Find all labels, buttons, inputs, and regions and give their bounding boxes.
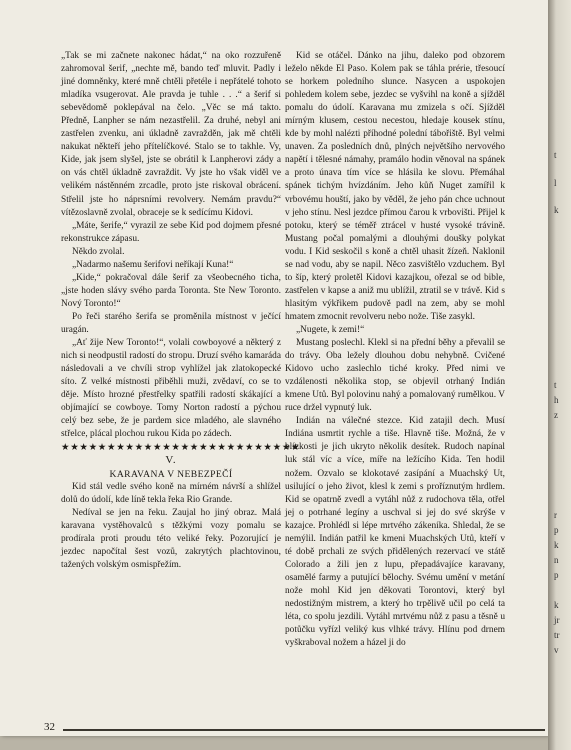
paragraph: „Nugete, k zemi!“	[296, 324, 365, 335]
edge-letter: t	[554, 150, 557, 160]
edge-letter: k	[554, 540, 559, 550]
next-page-edge	[548, 0, 571, 750]
left-text-column	[61, 50, 301, 572]
paragraph: „Nadarmo našemu šerifovi neříkají Kuna!“	[72, 259, 234, 270]
paragraph: „Kide,“ pokračoval dále šerif za všeobecného ticha, „jste hoden slávy svého parda Toronta. Ste New Toronto. Nový Toronto!“	[61, 272, 281, 309]
edge-letter: t	[554, 380, 557, 390]
chapter-number: V.	[165, 454, 177, 467]
chapter-title: KARAVANA V NEBEZPEČÍ	[109, 468, 233, 480]
edge-letter: p	[554, 525, 559, 535]
edge-letter: jr	[554, 615, 560, 625]
bottom-rule	[63, 729, 545, 731]
right-text-column	[285, 50, 505, 650]
paragraph: „Tak se mi začnete nakonec hádat,“ na oko rozzuřeně zahromoval šerif, „nechte mě, bando teď mluvit. Padly i jiné domněnky, které mně chtěli přetéle i nepřátelé tohoto mladíka vsugerovat. Ale pravda je tuhle . . .“ a šerif si sebevědomě poklepával na čelo. „Věc se má takto. Předně, Lanpher se nám nezastřelil. Za druhé, nebyl ani zastřelen zvenku, ani úkladně zavražděn, jak mě chtěli nakukat někteří jeho přítelíčkové. Stalo se to takhle. Vy, Kide, jak jsem slyšel, jste se obrátil k Lanpherovi zády a on vás chtěl úkladně zavraždit. Vy jste ho však viděl ve velikém nástěnném zrcadle, proto jste riskoval obrácení. Střelil jste ho náprsními revolvery. Nemám pravdu?“ vítězoslavně zvolal, obraceje se k sedícímu Kidovi.	[61, 51, 281, 218]
paragraph: Mustang poslechl. Klekl si na přední běhy a převalil se do trávy. Oba ležely dlouhou dobu nehybně. Cvičené Kidovo ucho zaslechlo tiché kroky. Před nimi ve vzdálenosti několika stop, se objevil otrhaný Indián kmene Utů. Byl polovinu nahý a pomalovaný rumělkou. V ruce držel vypnutý luk.	[285, 338, 505, 414]
paragraph: Kid stál vedle svého koně na mírném návrší a shlížel dolů do údolí, kde líně tekla řeka Rio Grande.	[61, 481, 281, 505]
edge-letter: p	[554, 570, 559, 580]
edge-letter: h	[554, 395, 559, 405]
page-number: 32	[44, 721, 55, 733]
edge-letter: l	[554, 178, 557, 188]
edge-letter: n	[554, 555, 559, 565]
paragraph: Někdo zvolal.	[72, 246, 125, 257]
edge-letter: k	[554, 205, 559, 215]
star-separator: ★★★★★★★★★★★★★★★★★★★★★★★★★★	[61, 442, 301, 454]
edge-letter: z	[554, 410, 558, 420]
paragraph: „Ať žije New Toronto!“, volali cowboyové a některý z nich si neodpustil radostí do stropu. Druzí svého kamaráda následovali a ve chvíli strop vyhlížel jak zlatokopecké síto. Z velké místnosti přiběhli muži, zvědaví, co se to děje. Místo hrozné přestřelky spatřili radostí skákající a objímající se cowboye. Tomy Norton radostí a pýchou celý bez sebe, že je pardem sice mladého, ale slavného střelce, plácal plochou rukou Kida po zádech.	[61, 338, 281, 440]
edge-letter: tr	[554, 630, 560, 640]
edge-letter: k	[554, 600, 559, 610]
edge-letter: r	[554, 510, 557, 520]
paragraph: Po řeči starého šerifa se proměnila místnost v ječící uragán.	[61, 311, 281, 335]
paragraph: Kid se otáčel. Dánko na jihu, daleko pod obzorem leželo někde El Paso. Kolem pak se táhla prérie, třesoucí se horkem poledního slunce. Nasycen a uspokojen pohledem kolem sebe, jezdec se vyšvihl na koně a sjížděl pomalu do údolí. Karavana mu zmizela s očí. Sjížděl mírným klusem, cestou necestou, hledaje kousek stínu, kde by mohl nalézti příhodné polední tábořiště. Byl velmi unaven. Za posledních dnů, plných největšího nervového napětí i tělesné námahy, pramálo hodin věnoval na spánek a proto únava tím více se hlásila ke slovu. Přemáhal spánek tichým hvízdáním. Jeho kůň Nuget zamířil k vrbovému houští, jako by věděl, že jeho pán chce uchnout v jeho stínu. Nesl jezdce přímou čarou k vrbovišti. Přijel k potoku, který se téměř ztrácel v husté vysoké trávině. Mustang počal pomalými a dlouhými doušky polykat vodu. I Kid seskočil s koně a chtěl uhasit žízeň. Naklonil se nad vodu, aby se napil. Něco zasvištělo vzduchem. Byl to šíp, který proletěl Kidovi kazajkou, ořezal se od bible, zastřelen v kapse a aniž mu ublížil, ztratil se v trávě. Kid s hlasitým výkřikem pudově padl na zem, aby se mohl hmatem zmocnit revolveru nebo nože. Tiše zasykl.	[285, 51, 505, 322]
paragraph: Nedíval se jen na řeku. Zaujal ho jiný obraz. Malá karavana vystěhovalců s těžkými vozy pomalu se prodírala proti proudu této veliké řeky. Pozorující je jezdec napočítal šest vozů, zakrytých plachtovinou, tažených volským osmispřežím.	[61, 507, 281, 570]
paragraph: „Máte, šerife,“ vyrazil ze sebe Kid pod dojmem přesné rekonstrukce zápasu.	[61, 220, 281, 244]
paragraph: Indián na válečné stezce. Kid zatajil dech. Musí Indiána usmrtit rychle a tiše. Hlavně tiše. Možná, že v blízkosti je jich ukryto několik desítek. Rudoch napínal luk stál víc a více, míře na ležícího Kida. Ten hodil nožem. Ozvalo se klokotavé zasípání a Muachský Ut, usilující o jeho život, klesl k zemi s proříznutým hrdlem. Kid se opatrně zvedl a vytáhl nůž z rudochova těla, otřel jej o potrhané legíny a uschval si jej do své skrýše v kazajce. Prohlédl si lépe mrtvého zákeníka. Shledal, že se nemýlil. Indián patřil ke kmeni Muachských Utů, kteří v té době prchali ze svých přidělených rezervací ve státě Colorado a žili jen z lupu, přepadávajíce karavany, osamělé farmy a putující bělochy. Svému umění v metání nože mohl Kid jen děkovati Torontovi, který byl nedostižným mistrem, a který ho trpělivě učil po celá ta léta, co spolu jezdili. Vytáhl mrtvému nůž z pasu a těsně u potůčku vyřízl veliký kus vlhké trávy. Hlínu pod drnem vyškraboval nožem a házel ji do	[285, 416, 505, 649]
edge-letter: v	[554, 645, 559, 655]
